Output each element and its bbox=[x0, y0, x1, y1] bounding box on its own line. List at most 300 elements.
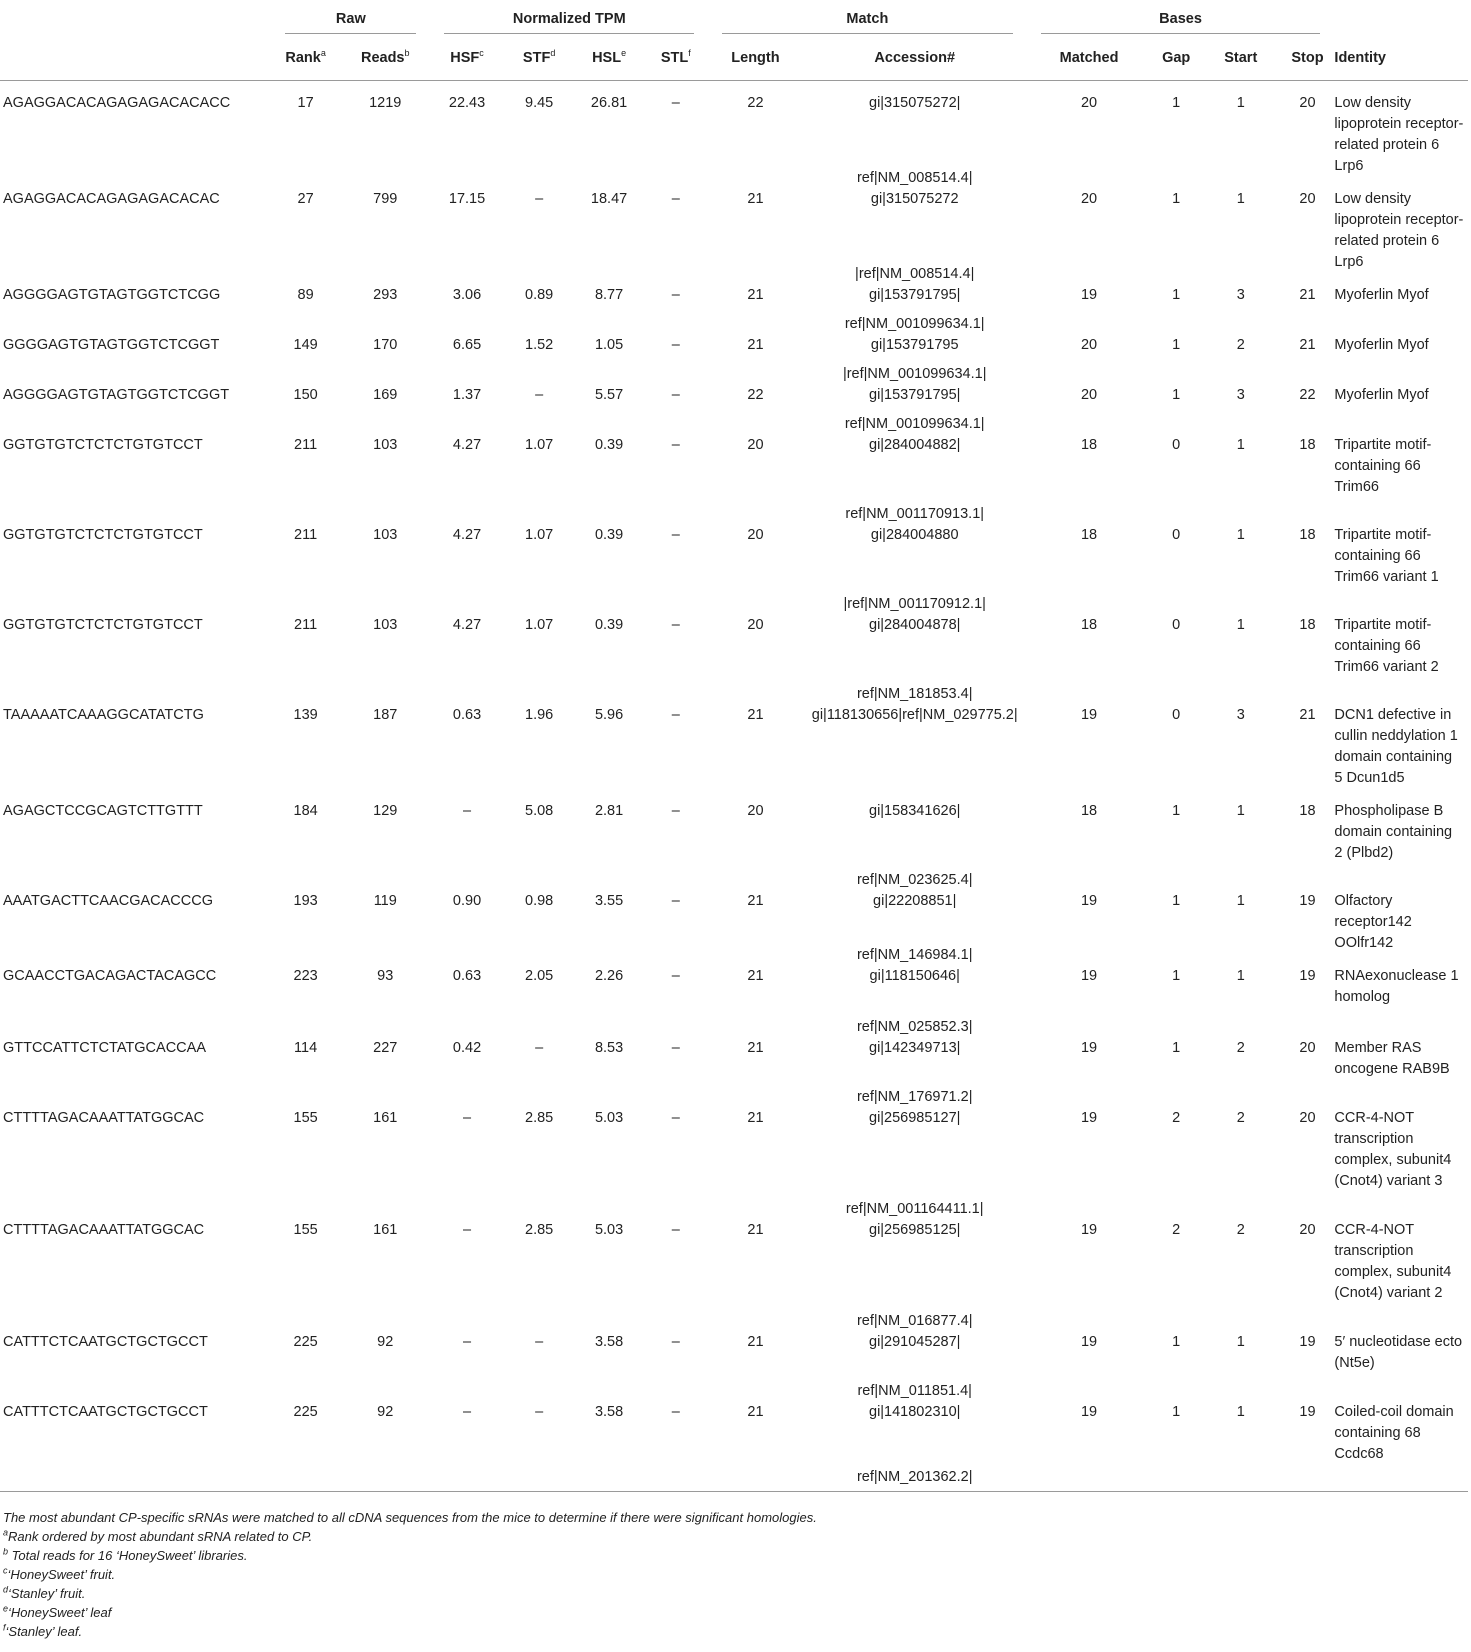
cell-stop: 20 bbox=[1299, 95, 1316, 111]
cell-stl: – bbox=[671, 617, 680, 633]
cell-length: 20 bbox=[747, 617, 764, 633]
cell-start: 1 bbox=[1236, 191, 1245, 207]
cell-reads: 187 bbox=[373, 707, 398, 723]
trailing-accession: ref|NM_201362.2| bbox=[856, 1469, 973, 1485]
accession-ref: ref|NM_008514.4| bbox=[856, 170, 973, 186]
cell-hsf: 0.63 bbox=[452, 707, 482, 723]
cell-sequence: GGTGTGTCTCTCTGTGTCCT bbox=[3, 437, 203, 453]
cell-start: 1 bbox=[1236, 95, 1245, 111]
cell-stl: – bbox=[671, 191, 680, 207]
cell-gap: 1 bbox=[1172, 1334, 1181, 1350]
cell-gap: 1 bbox=[1172, 893, 1181, 909]
cell-rank: 150 bbox=[293, 387, 318, 403]
table-bottom-rule bbox=[0, 1491, 1468, 1492]
table-row bbox=[0, 879, 1468, 954]
accession-ref: ref|NM_023625.4| bbox=[856, 872, 973, 888]
cell-sequence: GGTGTGTCTCTCTGTGTCCT bbox=[3, 527, 203, 543]
cell-gap: 0 bbox=[1172, 437, 1181, 453]
cell-identity: Myoferlin Myof bbox=[1334, 287, 1429, 303]
accession-ref: ref|NM_025852.3| bbox=[856, 1019, 973, 1035]
cell-stf: – bbox=[535, 387, 544, 403]
cell-stop: 19 bbox=[1299, 1334, 1316, 1350]
cell-stop: 21 bbox=[1299, 287, 1316, 303]
cell-hsf: – bbox=[463, 1404, 472, 1420]
cell-length: 20 bbox=[747, 527, 764, 543]
cell-start: 1 bbox=[1236, 437, 1245, 453]
cell-sequence: TAAAAATCAAAGGCATATCTG bbox=[3, 707, 204, 723]
cell-rank: 225 bbox=[293, 1404, 318, 1420]
cell-hsf: – bbox=[463, 1334, 472, 1350]
cell-gap: 1 bbox=[1172, 95, 1181, 111]
cell-hsf: – bbox=[463, 1222, 472, 1238]
cell-matched: 18 bbox=[1080, 803, 1098, 819]
cell-rank: 114 bbox=[294, 1040, 318, 1056]
cell-matched: 20 bbox=[1080, 387, 1098, 403]
col-stl: STL$^f$ bbox=[644, 36, 709, 81]
empty-cell bbox=[504, 1465, 575, 1491]
cell-sequence: CTTTTAGACAAATTATGGCAC bbox=[3, 1222, 205, 1238]
cell-stf: – bbox=[535, 191, 544, 207]
footnote-d: $^d$‘Stanley’ fruit. bbox=[3, 1584, 86, 1601]
accession-gi: gi|141802310| bbox=[869, 1404, 961, 1420]
cell-stop: 21 bbox=[1299, 337, 1316, 353]
cell-hsf: 4.27 bbox=[452, 617, 482, 633]
accession-ref bbox=[803, 72, 1027, 93]
cell-rank: 89 bbox=[297, 287, 314, 303]
cell-stl: – bbox=[671, 1334, 680, 1350]
footnote-b: $^b$ Total reads for 16 ‘HoneySweet’ libraries. bbox=[3, 1546, 248, 1563]
accession-gi: gi|118150646| bbox=[869, 968, 960, 984]
col-length: Length bbox=[708, 36, 803, 81]
cell-length: 22 bbox=[747, 95, 764, 111]
bottom-rule bbox=[0, 1491, 1468, 1492]
empty-cell bbox=[1201, 1465, 1281, 1491]
empty-cell bbox=[430, 1465, 503, 1491]
cell-gap: 0 bbox=[1172, 617, 1181, 633]
cell-reads: 129 bbox=[373, 803, 398, 819]
cell-stl: – bbox=[671, 527, 680, 543]
cell-gap: 0 bbox=[1172, 527, 1181, 543]
cell-stf: 2.85 bbox=[525, 1222, 554, 1238]
cell-hsf: 17.15 bbox=[448, 191, 486, 207]
cell-rank: 225 bbox=[293, 1334, 318, 1350]
cell-accession bbox=[803, 170, 1027, 273]
group-raw: Raw bbox=[271, 6, 430, 36]
col-start: Start bbox=[1201, 36, 1281, 81]
accession-ref: ref|NM_001099634.1| bbox=[844, 416, 985, 432]
cell-reads: 103 bbox=[373, 527, 398, 543]
accession-ref: ref|NM_001099634.1| bbox=[844, 316, 985, 332]
cell-stl: – bbox=[671, 707, 680, 723]
cell-rank: 193 bbox=[293, 893, 318, 909]
cell-hsl: 0.39 bbox=[594, 617, 624, 633]
cell-accession bbox=[803, 596, 1027, 693]
cell-stop: 19 bbox=[1299, 1404, 1316, 1420]
cell-accession bbox=[803, 416, 1027, 513]
empty-cell bbox=[1027, 1465, 1152, 1491]
cell-reads: 93 bbox=[377, 968, 394, 984]
cell-gap: 2 bbox=[1172, 1222, 1181, 1238]
accession-ref: ref|NM_146984.1| bbox=[856, 947, 973, 963]
cell-length: 21 bbox=[747, 337, 764, 353]
cell-hsl: 5.96 bbox=[594, 707, 624, 723]
cell-hsf: 0.63 bbox=[452, 968, 482, 984]
cell-identity: Phospholipase B domain containing 2 (Plbd2) bbox=[1334, 803, 1453, 861]
cell-stop: 20 bbox=[1299, 1040, 1316, 1056]
cell-gap: 2 bbox=[1172, 1110, 1181, 1126]
cell-identity: DCN1 defective in cullin neddylation 1 domain containing 5 Dcun1d5 bbox=[1334, 707, 1458, 786]
empty-cell bbox=[575, 1465, 644, 1491]
cell-gap: 1 bbox=[1172, 1040, 1181, 1056]
accession-ref: |ref|NM_001170912.1| bbox=[843, 596, 986, 612]
cell-sequence: AGAGGACACAGAGAGACACACC bbox=[3, 95, 231, 111]
cell-length: 21 bbox=[747, 1404, 764, 1420]
cell-hsl: 3.58 bbox=[594, 1404, 624, 1420]
cell-reads: 293 bbox=[373, 287, 398, 303]
cell-hsl: 1.05 bbox=[594, 337, 624, 353]
cell-stl: – bbox=[671, 1040, 680, 1056]
cell-identity: Tripartite motif-containing 66 Trim66 variant 2 bbox=[1334, 617, 1439, 675]
cell-stop: 22 bbox=[1299, 387, 1316, 403]
accession-ref: ref|NM_016877.4| bbox=[856, 1313, 973, 1329]
cell-sequence: AGGGGAGTGTAGTGGTCTCGGT bbox=[3, 387, 230, 403]
cell-length: 21 bbox=[747, 191, 764, 207]
cell-rank: 211 bbox=[294, 617, 318, 633]
table-row bbox=[0, 81, 1468, 178]
cell-gap: 1 bbox=[1172, 387, 1181, 403]
cell-identity: Member RAS oncogene RAB9B bbox=[1334, 1040, 1450, 1077]
cell-stf: 1.96 bbox=[525, 707, 554, 723]
trailing-row bbox=[0, 1465, 1468, 1491]
cell-hsl: 3.55 bbox=[594, 893, 624, 909]
col-stf: STF$^d$ bbox=[504, 36, 575, 81]
cell-stop: 20 bbox=[1299, 1222, 1316, 1238]
cell-sequence: GGGGAGTGTAGTGGTCTCGGT bbox=[3, 337, 220, 353]
cell-hsl: 2.81 bbox=[594, 803, 624, 819]
cell-stl: – bbox=[671, 387, 680, 403]
col-accession: Accession# bbox=[803, 36, 1027, 81]
cell-start: 1 bbox=[1236, 1404, 1245, 1420]
cell-reads: 161 bbox=[373, 1110, 398, 1126]
accession-gi: gi|153791795| bbox=[869, 387, 961, 403]
cell-gap: 1 bbox=[1172, 191, 1181, 207]
accession-gi: gi|284004878| bbox=[869, 617, 961, 633]
cell-hsf: 3.06 bbox=[452, 287, 482, 303]
cell-accession bbox=[803, 686, 1027, 789]
cell-stf: – bbox=[535, 1334, 544, 1350]
cell-accession bbox=[803, 81, 1027, 178]
cell-stop: 18 bbox=[1299, 527, 1316, 543]
accession-ref: ref|NM_176971.2| bbox=[856, 1089, 973, 1105]
cell-hsl: 8.53 bbox=[594, 1040, 624, 1056]
cell-hsl: 5.03 bbox=[594, 1110, 624, 1126]
cell-matched: 18 bbox=[1080, 527, 1098, 543]
cell-matched: 18 bbox=[1080, 617, 1098, 633]
cell-matched: 20 bbox=[1080, 95, 1098, 111]
empty-cell bbox=[0, 1465, 271, 1491]
cell-rank: 211 bbox=[294, 527, 318, 543]
cell-gap: 1 bbox=[1172, 337, 1181, 353]
accession-gi: gi|284004882| bbox=[869, 437, 961, 453]
accession-ref: ref|NM_011851.4| bbox=[857, 1383, 972, 1399]
col-hsf: HSF$^c$ bbox=[430, 36, 503, 81]
cell-stop: 19 bbox=[1299, 893, 1316, 909]
cell-stl: – bbox=[671, 893, 680, 909]
empty-cell bbox=[1334, 1465, 1468, 1491]
cell-accession bbox=[803, 947, 1027, 1026]
accession-gi: gi|142349713| bbox=[869, 1040, 961, 1056]
accession-gi: gi|22208851| bbox=[873, 893, 957, 909]
cell-length: 22 bbox=[747, 387, 764, 403]
footnote-a: $^a$Rank ordered by most abundant sRNA related to CP. bbox=[3, 1527, 313, 1544]
cell-stl: – bbox=[671, 437, 680, 453]
cell-stl: – bbox=[671, 287, 680, 303]
cell-length: 21 bbox=[747, 968, 764, 984]
cell-stop: 20 bbox=[1299, 1110, 1316, 1126]
cell-hsl: 2.26 bbox=[594, 968, 624, 984]
cell-hsl: 5.03 bbox=[594, 1222, 624, 1238]
empty-cell bbox=[708, 1465, 803, 1491]
cell-identity: 5′ nucleotidase ecto (Nt5e) bbox=[1334, 1334, 1463, 1371]
cell-stf: 9.45 bbox=[525, 95, 554, 111]
cell-stf: – bbox=[535, 1404, 544, 1420]
col-rank: Rank$^a$ bbox=[271, 36, 340, 81]
cell-rank: 155 bbox=[293, 1222, 318, 1238]
cell-length: 21 bbox=[747, 287, 764, 303]
cell-accession bbox=[803, 1019, 1027, 1096]
cell-matched: 19 bbox=[1080, 287, 1098, 303]
cell-identity: Tripartite motif-containing 66 Trim66 variant 1 bbox=[1334, 527, 1439, 585]
cell-stl: – bbox=[671, 803, 680, 819]
table-row bbox=[0, 1320, 1468, 1390]
accession-gi: gi|315075272| bbox=[869, 95, 961, 111]
footnote-e: $^e$‘HoneySweet’ leaf bbox=[3, 1603, 112, 1620]
group-header-row bbox=[0, 6, 1468, 36]
cell-start: 1 bbox=[1236, 1334, 1245, 1350]
cell-length: 21 bbox=[747, 1222, 764, 1238]
cell-rank: 139 bbox=[293, 707, 318, 723]
table-row bbox=[0, 954, 1468, 1026]
cell-sequence: CTTTTAGACAAATTATGGCAC bbox=[3, 1110, 205, 1126]
table-row bbox=[0, 273, 1468, 323]
cell-start: 2 bbox=[1236, 1222, 1245, 1238]
cell-start: 1 bbox=[1236, 617, 1245, 633]
table-body bbox=[0, 81, 1468, 1492]
cell-reads: 103 bbox=[373, 617, 398, 633]
cell-stf: – bbox=[535, 1040, 544, 1056]
cell-stl: – bbox=[671, 1222, 680, 1238]
accession-gi: gi|256985125| bbox=[869, 1222, 961, 1238]
cell-stf: 1.07 bbox=[525, 527, 554, 543]
cell-stf: 2.85 bbox=[525, 1110, 554, 1126]
accession-gi: gi|153791795| bbox=[869, 287, 961, 303]
cell-stl: – bbox=[671, 1110, 680, 1126]
cell-stf: 0.98 bbox=[525, 893, 554, 909]
empty-cell bbox=[271, 1465, 340, 1491]
table-footnotes bbox=[3, 1508, 817, 1641]
cell-stop: 21 bbox=[1299, 707, 1316, 723]
cell-identity: CCR-4-NOT transcription complex, subunit4 (Cnot4) variant 2 bbox=[1334, 1222, 1452, 1301]
accession-gi: gi|284004880 bbox=[870, 527, 959, 543]
cell-reads: 92 bbox=[377, 1334, 394, 1350]
empty-cell bbox=[644, 1465, 709, 1491]
cell-start: 1 bbox=[1236, 527, 1245, 543]
cell-hsl: 5.57 bbox=[594, 387, 624, 403]
cell-rank: 211 bbox=[294, 437, 318, 453]
cell-rank: 17 bbox=[297, 95, 314, 111]
cell-matched: 19 bbox=[1080, 968, 1098, 984]
footnote-f: $^f$‘Stanley’ leaf. bbox=[3, 1622, 83, 1639]
cell-stop: 19 bbox=[1299, 968, 1316, 984]
accession-gi: gi|256985127| bbox=[869, 1110, 961, 1126]
table-row bbox=[0, 1208, 1468, 1320]
cell-hsl: 26.81 bbox=[590, 95, 628, 111]
cell-length: 21 bbox=[747, 1110, 764, 1126]
cell-start: 2 bbox=[1236, 337, 1245, 353]
cell-hsf: 22.43 bbox=[448, 95, 486, 111]
cell-gap: 1 bbox=[1172, 287, 1181, 303]
table-row bbox=[0, 1026, 1468, 1096]
cell-sequence: AGAGCTCCGCAGTCTTGTTT bbox=[3, 803, 203, 819]
cell-hsf: – bbox=[463, 803, 472, 819]
cell-matched: 20 bbox=[1080, 337, 1098, 353]
table-row bbox=[0, 1096, 1468, 1208]
col-matched: Matched bbox=[1027, 36, 1152, 81]
cell-hsf: – bbox=[463, 1110, 472, 1126]
accession-ref: ref|NM_001170913.1| bbox=[845, 506, 985, 522]
cell-stf: 1.52 bbox=[525, 337, 554, 353]
cell-reads: 227 bbox=[373, 1040, 398, 1056]
cell-matched: 20 bbox=[1080, 191, 1098, 207]
cell-accession bbox=[803, 506, 1027, 603]
cell-sequence: CATTTCTCAATGCTGCTGCCT bbox=[3, 1334, 208, 1350]
cell-hsl: 3.58 bbox=[594, 1334, 624, 1350]
cell-accession bbox=[803, 1201, 1027, 1320]
cell-rank: 27 bbox=[297, 191, 314, 207]
cell-matched: 19 bbox=[1080, 1040, 1098, 1056]
cell-sequence: GGTGTGTCTCTCTGTGTCCT bbox=[3, 617, 203, 633]
cell-rank: 155 bbox=[293, 1110, 318, 1126]
cell-stop: 18 bbox=[1299, 617, 1316, 633]
accession-gi: gi|315075272 bbox=[870, 191, 959, 207]
cell-stf: 0.89 bbox=[525, 287, 554, 303]
cell-stl: – bbox=[671, 1404, 680, 1420]
cell-matched: 19 bbox=[1080, 1222, 1098, 1238]
cell-hsl: 18.47 bbox=[590, 191, 628, 207]
cell-rank: 149 bbox=[293, 337, 318, 353]
cell-hsf: 6.65 bbox=[452, 337, 482, 353]
cell-accession bbox=[803, 1089, 1027, 1208]
cell-identity: Myoferlin Myof bbox=[1334, 337, 1429, 353]
empty-cell bbox=[340, 1465, 430, 1491]
cell-length: 21 bbox=[747, 893, 764, 909]
cell-hsf: 1.37 bbox=[452, 387, 482, 403]
cell-matched: 18 bbox=[1080, 437, 1098, 453]
cell-start: 3 bbox=[1236, 707, 1245, 723]
cell-sequence: AGGGGAGTGTAGTGGTCTCGG bbox=[3, 287, 221, 303]
cell-accession bbox=[803, 1313, 1027, 1390]
table-row bbox=[0, 323, 1468, 373]
cell-gap: 0 bbox=[1172, 707, 1181, 723]
cell-length: 21 bbox=[747, 1040, 764, 1056]
table-row bbox=[0, 603, 1468, 693]
cell-matched: 19 bbox=[1080, 1404, 1098, 1420]
accession-gi: gi|158341626| bbox=[869, 803, 961, 819]
cell-start: 3 bbox=[1236, 287, 1245, 303]
cell-matched: 19 bbox=[1080, 893, 1098, 909]
cell-stf: 1.07 bbox=[525, 617, 554, 633]
cell-length: 20 bbox=[747, 437, 764, 453]
table-row bbox=[0, 513, 1468, 603]
cell-rank: 223 bbox=[293, 968, 318, 984]
cell-hsf: 0.90 bbox=[452, 893, 482, 909]
cell-stl: – bbox=[671, 968, 680, 984]
cell-matched: 19 bbox=[1080, 1334, 1098, 1350]
empty-cell bbox=[1151, 1465, 1201, 1491]
accession-ref: |ref|NM_008514.4| bbox=[855, 266, 975, 282]
cell-stop: 20 bbox=[1299, 191, 1316, 207]
accession-ref bbox=[803, 780, 1027, 801]
cell-reads: 103 bbox=[373, 437, 398, 453]
accession-gi: gi|153791795 bbox=[870, 337, 959, 353]
cell-gap: 1 bbox=[1172, 803, 1181, 819]
cell-reads: 119 bbox=[373, 893, 397, 909]
srna-homology-table bbox=[0, 6, 1468, 1492]
cell-matched: 19 bbox=[1080, 707, 1098, 723]
cell-reads: 161 bbox=[373, 1222, 398, 1238]
cell-hsf: 4.27 bbox=[452, 527, 482, 543]
cell-identity: Low density lipoprotein receptor-related protein 6 Lrp6 bbox=[1334, 95, 1464, 174]
cell-identity: Myoferlin Myof bbox=[1334, 387, 1429, 403]
cell-stop: 18 bbox=[1299, 437, 1316, 453]
cell-identity: RNAexonuclease 1 homolog bbox=[1334, 968, 1459, 1005]
table-row bbox=[0, 789, 1468, 879]
table-row bbox=[0, 177, 1468, 273]
accession-ref: |ref|NM_001099634.1| bbox=[842, 366, 987, 382]
col-identity: Identity bbox=[1334, 36, 1468, 81]
cell-identity: Tripartite motif-containing 66 Trim66 bbox=[1334, 437, 1432, 495]
cell-hsf: 0.42 bbox=[452, 1040, 482, 1056]
col-stop: Stop bbox=[1281, 36, 1335, 81]
cell-identity: Coiled-coil domain containing 68 Ccdc68 bbox=[1334, 1404, 1454, 1462]
cell-rank: 184 bbox=[293, 803, 318, 819]
cell-hsf: 4.27 bbox=[452, 437, 482, 453]
cell-stf: 5.08 bbox=[525, 803, 554, 819]
cell-gap: 1 bbox=[1172, 1404, 1181, 1420]
accession-gi: gi|118130656|ref|NM_029775.2| bbox=[811, 707, 1018, 723]
cell-reads: 799 bbox=[373, 191, 398, 207]
cell-matched: 19 bbox=[1080, 1110, 1098, 1126]
accession-ref: ref|NM_001164411.1| bbox=[845, 1201, 984, 1217]
footnote-main: The most abundant CP-specific sRNAs were matched to all cDNA sequences from the mice to determine if there were significant homologies. bbox=[3, 1510, 817, 1525]
cell-identity: CCR-4-NOT transcription complex, subunit4 (Cnot4) variant 3 bbox=[1334, 1110, 1452, 1189]
cell-length: 20 bbox=[747, 803, 764, 819]
cell-sequence: GCAACCTGACAGACTACAGCC bbox=[3, 968, 217, 984]
cell-sequence: AAATGACTTCAACGACACCCG bbox=[3, 893, 214, 909]
cell-stf: 1.07 bbox=[525, 437, 554, 453]
empty-cell bbox=[1281, 1465, 1335, 1491]
cell-start: 1 bbox=[1236, 968, 1245, 984]
cell-start: 3 bbox=[1236, 387, 1245, 403]
group-match: Match bbox=[708, 6, 1027, 36]
cell-identity: Olfactory receptor142 OOlfr142 bbox=[1334, 893, 1412, 951]
group-normalized-tpm: Normalized TPM bbox=[430, 6, 708, 36]
table-row bbox=[0, 693, 1468, 789]
cell-start: 2 bbox=[1236, 1040, 1245, 1056]
cell-identity: Low density lipoprotein receptor-related protein 6 Lrp6 bbox=[1334, 191, 1464, 270]
cell-start: 2 bbox=[1236, 1110, 1245, 1126]
cell-reads: 92 bbox=[377, 1404, 394, 1420]
